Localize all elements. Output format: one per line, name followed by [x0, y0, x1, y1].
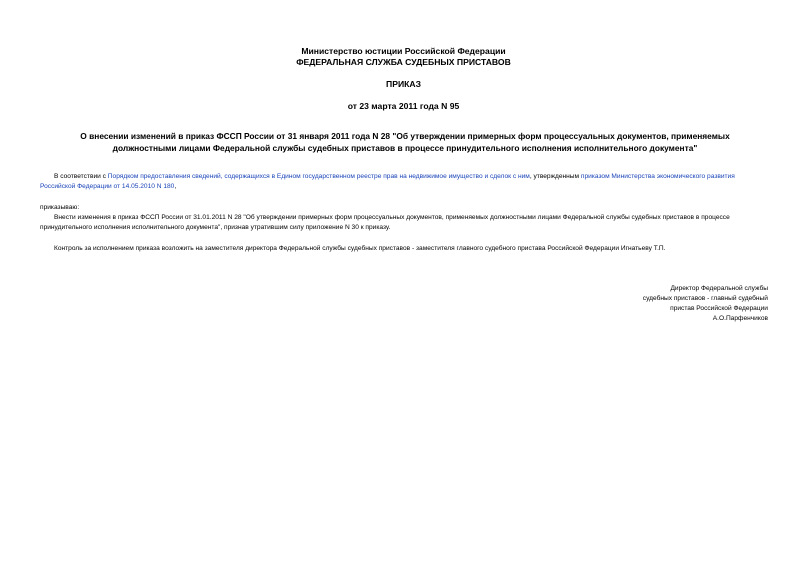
order-item-2: Контроль за исполнением приказа возложить на заместителя директора Федеральной службы судебных приставов - заместителя главного судебного пристава Российской Федерации Игнатьеву Т.П. [54, 245, 666, 252]
preamble-text-2: , утвержденным [529, 173, 581, 180]
signature-line-3: пристав Российской Федерации [670, 305, 768, 312]
order-item-1: Внести изменения в приказ ФССП России от 31.01.2011 N 28 "Об утверждении примерных форм процессуальных документов, применяемых должностными лицами Федеральной службы судебных приставов в процессе принудительного исполнения исполнительного документа", признав утратившим силу приложение N 30 к приказу. [40, 214, 730, 231]
signature-name: А.О.Парфенчиков [712, 315, 768, 322]
signature-block [548, 284, 768, 324]
preamble-text-3: , [174, 183, 177, 190]
title-line-1: О внесении изменений в приказ ФССП России от 31 января 2011 года N 28 "Об утверждении примерных форм процессуальных документов, применяемых [80, 131, 730, 141]
ministry-order-link[interactable]: приказом Министерства экономического развития Российской Федерации от 14.05.2010 N 180 [40, 173, 735, 190]
signature-line-2: судебных приставов - главный судебный [642, 295, 768, 302]
order-word: приказываю: [40, 204, 80, 211]
preamble-text-1: В соответствии с [54, 173, 108, 180]
title-line-2: должностными лицами Федеральной службы судебных приставов в процессе принудительного исполнения исполнительного документа" [112, 143, 698, 153]
procedure-link[interactable]: Порядком предоставления сведений, содержащихся в Едином государственном реестре прав на недвижимое имущество и сделок с ним [107, 173, 530, 180]
document-title [40, 130, 770, 154]
date-number-heading: от 23 марта 2011 года N 95 [347, 101, 460, 111]
preamble-paragraph [40, 172, 768, 192]
service-heading: ФЕДЕРАЛЬНАЯ СЛУЖБА СУДЕБНЫХ ПРИСТАВОВ [296, 57, 511, 67]
doc-type-heading: ПРИКАЗ [386, 79, 421, 89]
ministry-heading: Министерство юстиции Российской Федерации [301, 46, 506, 56]
signature-line-1: Директор Федеральной службы [670, 285, 768, 292]
